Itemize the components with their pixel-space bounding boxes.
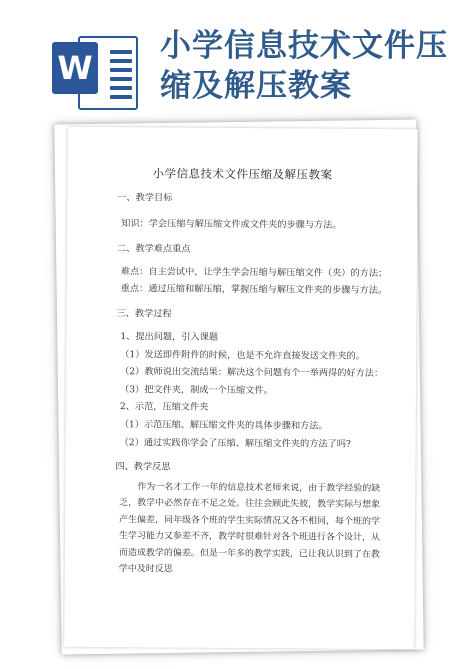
text-line-icon bbox=[110, 95, 132, 99]
list-item: （3）把文件夹，制成一个压缩文件。 bbox=[119, 384, 273, 397]
banner-title: 小学信息技术文件压缩及解压教案 bbox=[160, 28, 448, 104]
step-heading: 1、提出问题，引入课题 bbox=[120, 331, 219, 343]
section-heading-process: 三、教学过程 bbox=[116, 308, 172, 320]
key-point-line: 重点：通过压缩和解压缩，掌握压缩与解压文件夹的步骤与方法。 bbox=[120, 283, 388, 297]
section-heading-difficulties: 二、教学难点重点 bbox=[116, 243, 191, 255]
section-heading-goals: 一、教学目标 bbox=[117, 192, 173, 204]
banner bbox=[0, 0, 474, 120]
word-document-icon bbox=[52, 30, 136, 108]
text-line-icon bbox=[110, 50, 132, 54]
difficulty-line: 难点：自主尝试中，让学生学会压缩与解压缩文件（夹）的方法； bbox=[120, 266, 388, 280]
list-item: （1）示范压缩、解压缩文件夹的具体步骤和方法。 bbox=[119, 419, 328, 432]
text-line-icon bbox=[110, 59, 132, 63]
document-page bbox=[64, 127, 418, 649]
document-title: 小学信息技术文件压缩及解压教案 bbox=[152, 166, 333, 182]
list-item: （2）教师说出交流结果：解决这个问题有个一举两得的好方法： bbox=[120, 366, 384, 379]
text-line-icon bbox=[110, 68, 132, 72]
list-item: （1）发送即件附件的时候，也是不允许直接发送文件夹的。 bbox=[120, 349, 365, 362]
list-item: （2）通过实践你学会了压缩、解压缩文件夹的方法了吗? bbox=[119, 437, 351, 450]
reflection-paragraph: 作为一名才工作一年的信息技术老师来说，由于教学经验的缺乏，教学中必然存在不足之处。往往会顾此失彼，教学实际与想象产生偏差，同年级各个班的学生实际情况又各不相同，每个班的学生学习能力又参差不齐，教学时很难针对各个班进行各个设计，从而造成教学的偏差。但是一年多的教学实践，已让我认识到了在教学中及时反思 bbox=[118, 482, 381, 575]
text-line-icon bbox=[110, 77, 132, 81]
word-w-badge: W bbox=[52, 42, 98, 94]
text-line-icon bbox=[110, 86, 132, 90]
section-heading-reflection: 四、教学反思 bbox=[115, 461, 171, 473]
knowledge-line: 知识：学会压缩与解压缩文件或文件夹的步骤与方法。 bbox=[121, 218, 342, 231]
step-heading: 2、示范，压缩文件夹 bbox=[119, 401, 209, 413]
